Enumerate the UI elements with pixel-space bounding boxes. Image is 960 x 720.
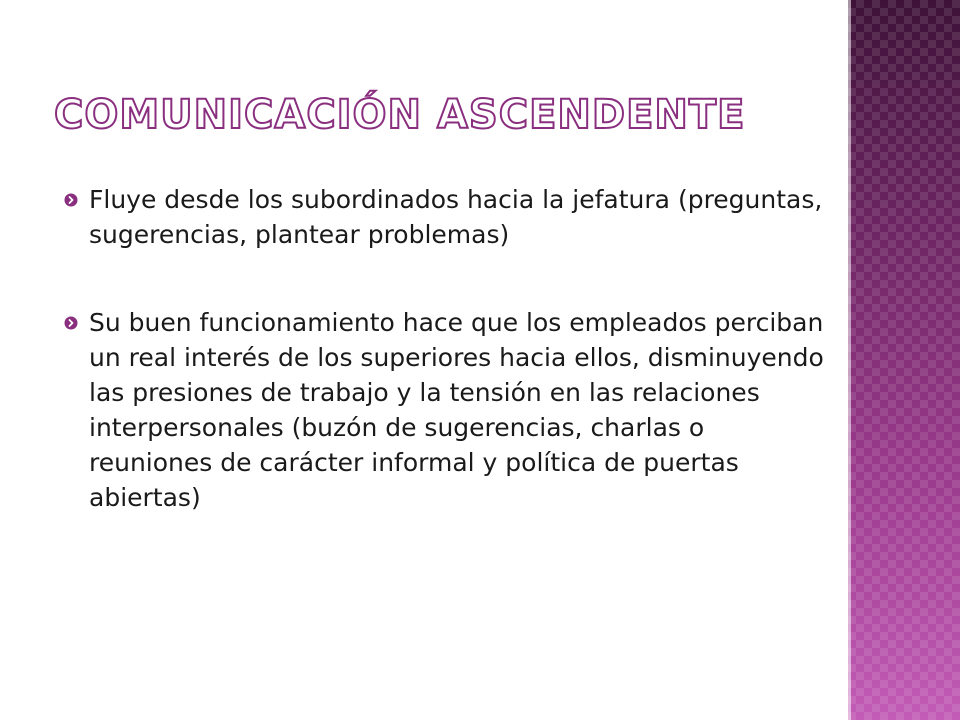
bullet-text: Fluye desde los subordinados hacia la jefatura (preguntas, sugerencias, plantear problemas) — [89, 185, 823, 249]
bullet-item-1 — [64, 182, 824, 252]
bullet-text: Su buen funcionamiento hace que los empleados perciban un real interés de los superiores hacia ellos, disminuyendo las presiones de trabajo y la tensión en las relaciones interpersonales (buzón de sugerencias, charlas o reuniones de carácter informal y política de puertas abiertas) — [89, 308, 824, 512]
side-panel-edge — [848, 0, 851, 720]
bullet-list — [64, 182, 824, 568]
decorative-side-panel — [848, 0, 960, 720]
circle-chevron-right-icon — [64, 316, 78, 330]
circle-chevron-right-icon — [64, 193, 78, 207]
slide-title: COMUNICACIÓN ASCENDENTE — [54, 92, 746, 138]
bullet-item-2 — [64, 305, 824, 515]
